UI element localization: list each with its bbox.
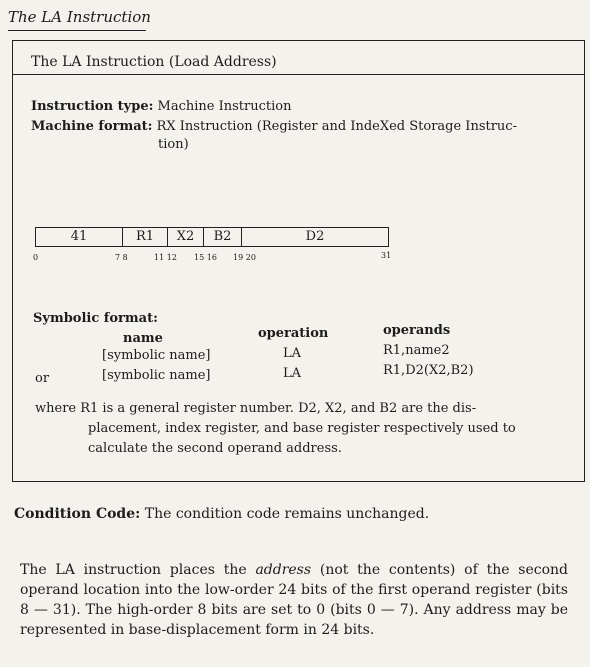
page-header-title: The LA Instruction (8, 8, 151, 26)
col-header-operands: operands (383, 323, 451, 338)
machine-format-line (31, 119, 517, 134)
description-paragraph (20, 560, 568, 640)
field-b2: B2 (204, 228, 242, 246)
row2-operands: R1,D2(X2,B2) (383, 363, 474, 378)
col-header-name: name (123, 331, 163, 346)
rx-format-diagram (35, 227, 389, 247)
bit-label: 31 (381, 251, 392, 260)
where-line-1: where R1 is a general register number. D2, X2, and B2 are the dis- (35, 401, 477, 416)
bit-label: 11 12 (154, 253, 177, 262)
where-line-2: placement, index register, and base register respectively used to (88, 421, 516, 436)
condition-code-label: Condition Code: (14, 506, 141, 522)
field-d2: D2 (305, 229, 325, 244)
row1-name: [symbolic name] (102, 348, 211, 363)
where-line-3: calculate the second operand address. (88, 441, 342, 456)
condition-code-line (14, 506, 429, 522)
row2-prefix: or (35, 371, 50, 386)
box-title: The LA Instruction (Load Address) (31, 54, 277, 70)
machine-format-value: RX Instruction (Register and IndeXed Storage Instruc- (156, 119, 517, 134)
symbolic-format-label: Symbolic format: (33, 311, 158, 326)
field-x2: X2 (168, 228, 204, 246)
row2-name: [symbolic name] (102, 368, 211, 383)
paragraph-part2: (not the contents) of the second operand location into the low-order 24 bits of the first operand register (bits 8 — 31). The high-order 8 bits are set to 0 (bits 0 — 7). Any address may be represented in base-displacement form in 24 bits. (20, 562, 569, 638)
box-title-divider (13, 74, 584, 75)
instruction-type-line (31, 99, 291, 114)
field-r1: R1 (123, 228, 168, 246)
paragraph-part1: The LA instruction places the (20, 562, 256, 578)
row1-operands: R1,name2 (383, 343, 450, 358)
row2-operation: LA (283, 366, 302, 381)
bit-label: 19 20 (233, 253, 256, 262)
bit-label: 0 (33, 253, 39, 262)
instruction-type-label: Instruction type: (31, 99, 154, 114)
col-header-operation: operation (258, 326, 329, 341)
instruction-type-value: Machine Instruction (157, 99, 292, 114)
bit-label: 15 16 (194, 253, 217, 262)
machine-format-label: Machine format: (31, 119, 153, 134)
condition-code-text: The condition code remains unchanged. (144, 506, 430, 522)
bit-label: 7 8 (115, 253, 128, 262)
paragraph-emphasis: address (255, 562, 312, 578)
field-opcode: 41 (36, 228, 123, 246)
row1-operation: LA (283, 346, 302, 361)
header-underline (8, 30, 146, 31)
machine-format-continuation: tion) (158, 137, 189, 152)
instruction-box (12, 40, 585, 482)
